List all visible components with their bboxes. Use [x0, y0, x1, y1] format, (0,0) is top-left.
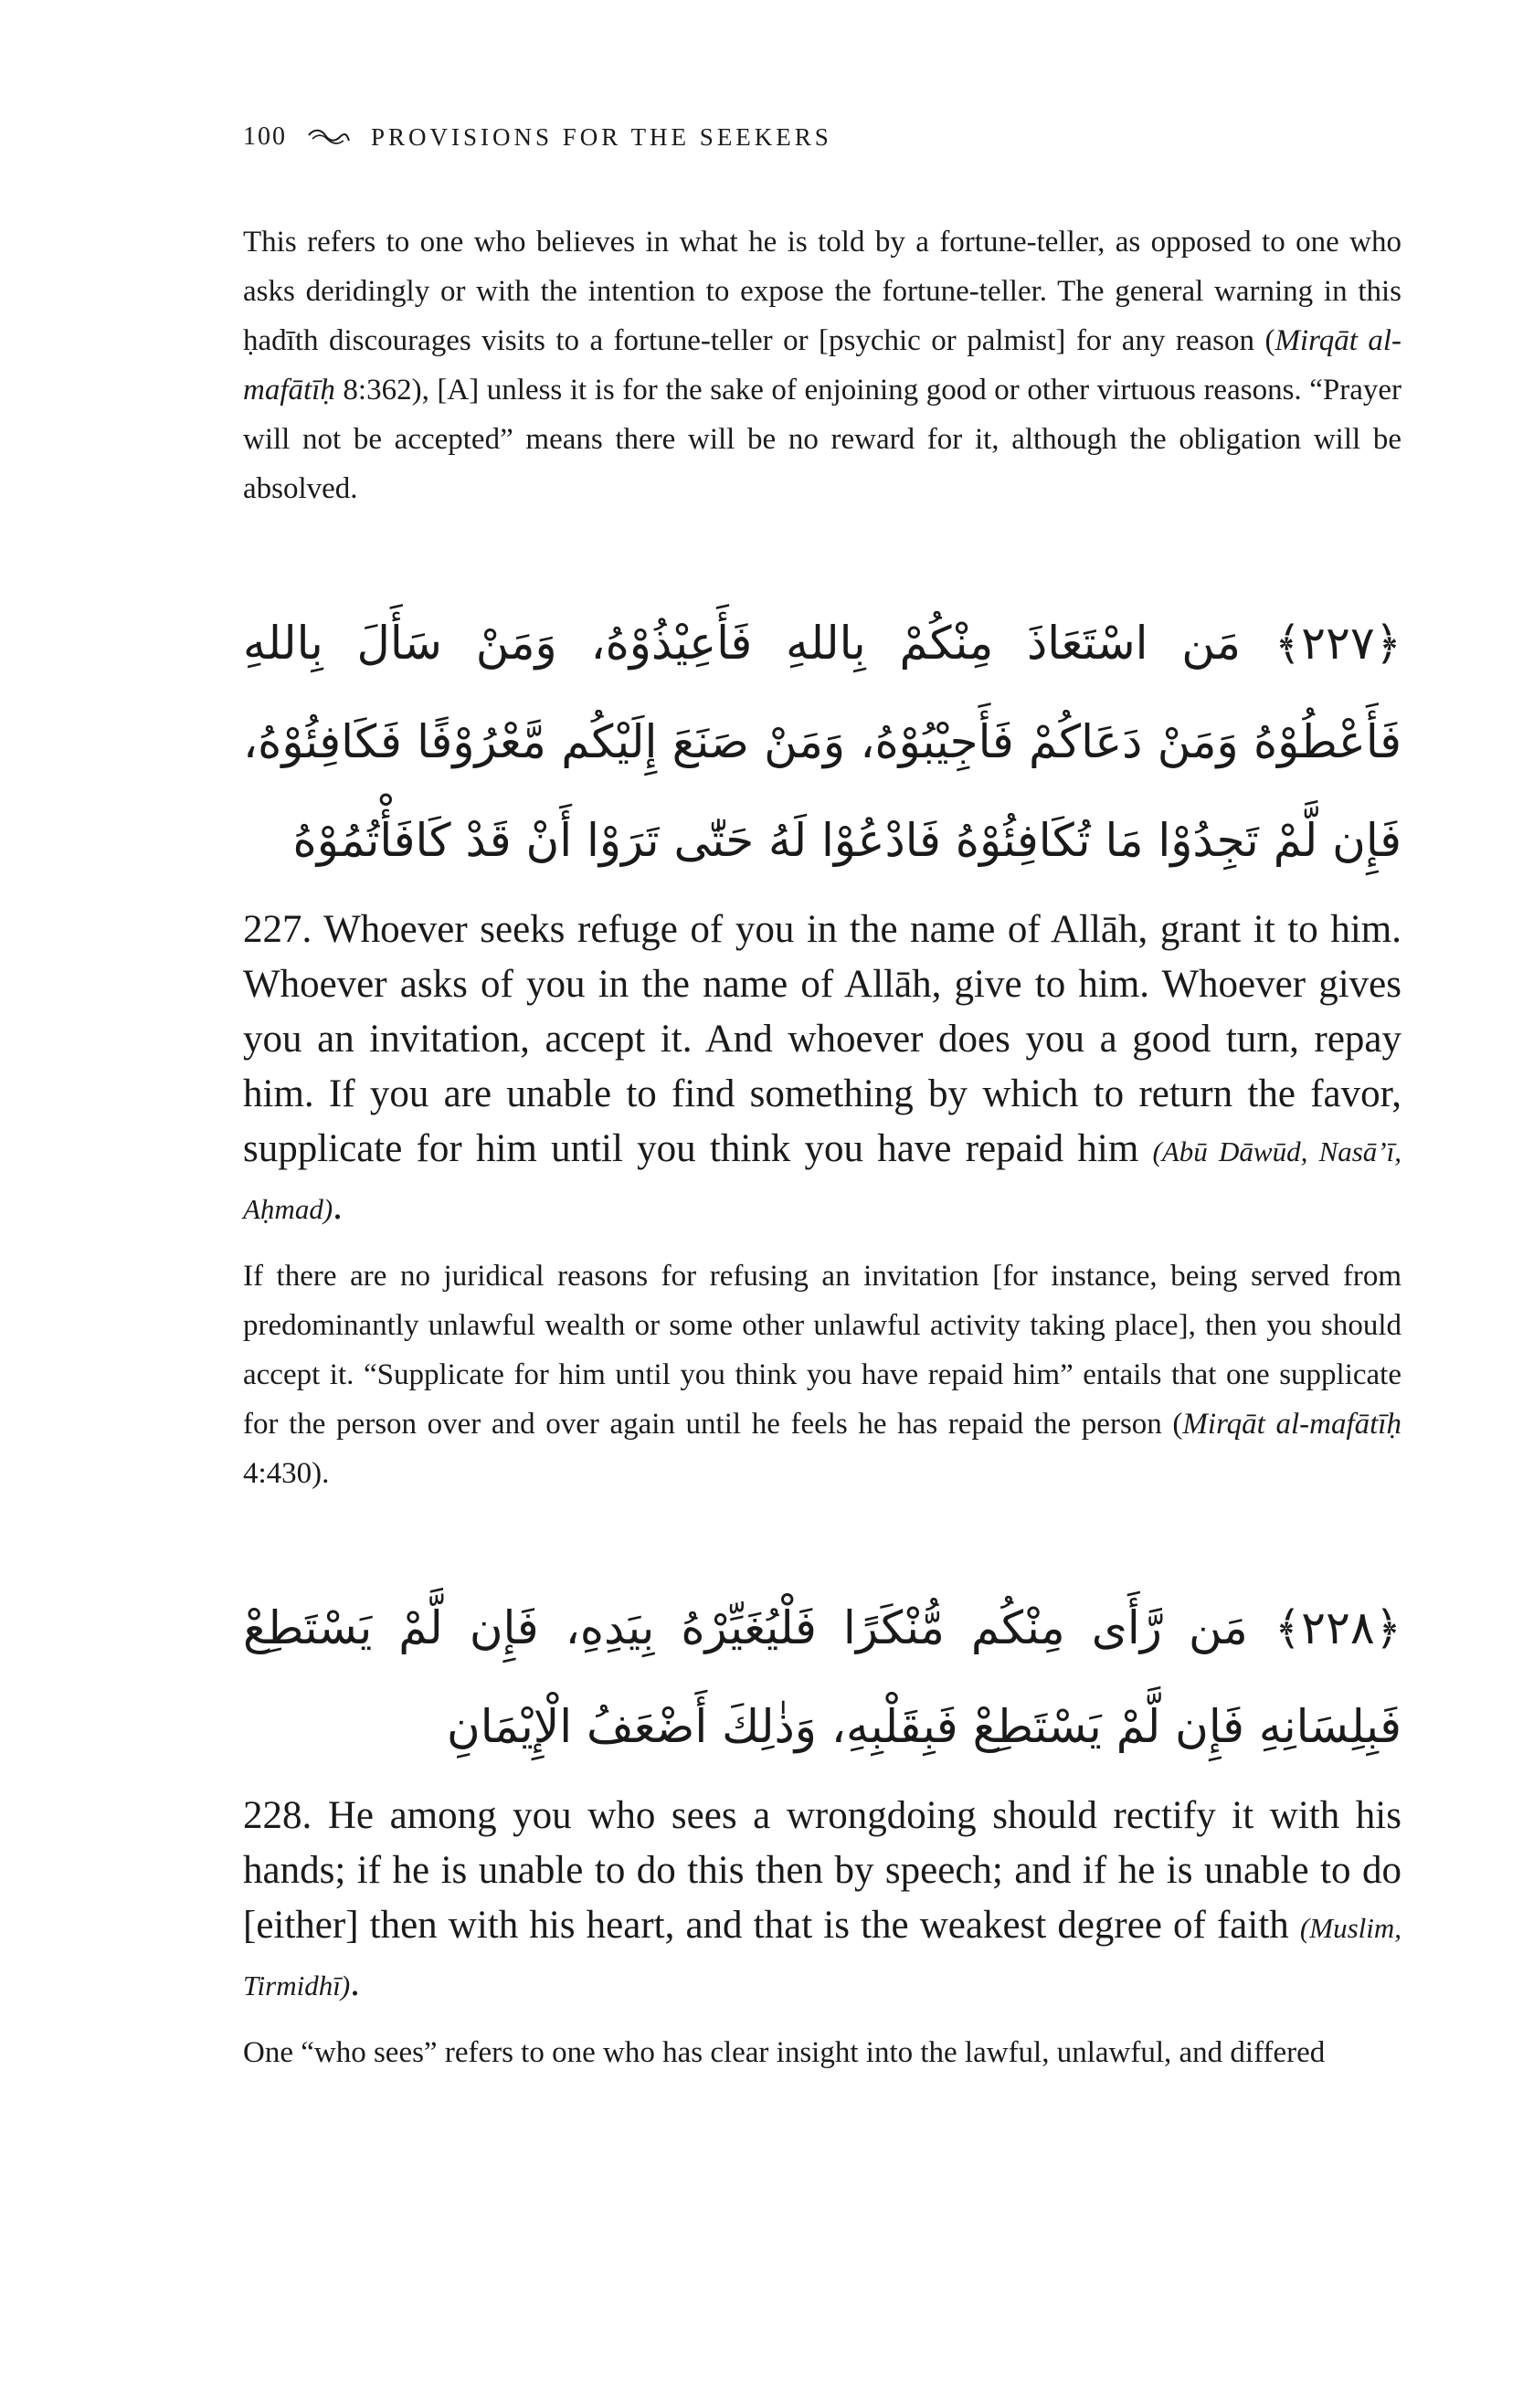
hadith-translation-227 — [243, 903, 1401, 1237]
hadith-translation-228 — [243, 1789, 1401, 2013]
source-title: Mirqāt al-mafātīḥ — [1182, 1408, 1401, 1441]
translation-text: 227. Whoever seeks refuge of you in the name of Allāh, grant it to him. Whoever asks of you in the name of Allāh, give to him. Whoever gives you an invitation, accept it. And whoever does you a good turn, repay him. If you are unable to find something by which to return the favor, supplicate for him until you think you have repaid him — [243, 908, 1401, 1170]
hadith-source: (Muslim, Tirmidhī) — [243, 1912, 1401, 2001]
commentary-paragraph: One “who sees” refers to one who has clear insight into the lawful, unlawful, and differed — [243, 2036, 1326, 2069]
running-header — [243, 110, 1401, 164]
page-number: 100 — [243, 122, 287, 151]
arabic-hadith-228: ﴿٢٢٨﴾ مَن رَّأَى مِنْكُم مُّنْكَرًا فَلْيُغَيِّرْهُ بِيَدِهِ، فَإِن لَّمْ يَسْتَطِعْ فَبِلِسَانِهِ فَإِن لَّمْ يَسْتَطِعْ فَبِقَلْبِهِ، وَذٰلِكَ أَضْعَفُ الْإِيْمَانِ — [243, 1601, 1401, 1753]
commentary-text: If there are no juridical reasons for refusing an invitation [for instance, being served from predominantly unlawful wealth or some other unlawful activity taking place], then you should accept it. “Supplicate for him until you think you have repaid him” entails that one supplicate for the person over and over again until he feels he has repaid the person ( — [243, 1260, 1401, 1441]
translation-text: 228. He among you who sees a wrongdoing should rectify it with his hands; if he is unable to do this then by speech; and if he is unable to do [either] then with his heart, and that is the weakest degree of faith — [243, 1794, 1401, 1947]
arabic-hadith-227: ﴿٢٢٧﴾ مَن اسْتَعَاذَ مِنْكُمْ بِاللهِ فَأَعِيْذُوْهُ، وَمَنْ سَأَلَ بِاللهِ فَأَعْطُوْهُ وَمَنْ دَعَاكُمْ فَأَجِيْبُوْهُ، وَمَنْ صَنَعَ إِلَيْكُم مَّعْرُوْفًا فَكَافِئُوْهُ، فَإِن لَّمْ تَجِدُوْا مَا تُكَافِئُوْهُ فَادْعُوْا لَهُ حَتّٰى تَرَوْا أَنْ قَدْ كَافَأْتُمُوْهُ — [243, 617, 1401, 867]
source-title: Mirqāt al-mafātīḥ — [243, 324, 1401, 407]
punctuation: . — [333, 1185, 343, 1228]
commentary-paragraph — [243, 217, 1401, 513]
book-page — [243, 110, 1401, 2077]
flourish-ornament-icon — [307, 126, 351, 148]
running-title: PROVISIONS FOR THE SEEKERS — [371, 122, 832, 151]
commentary-text: This refers to one who believes in what he is told by a fortune-teller, as opposed to one who asks deridingly or with the intention to expose the fortune-teller. The general warning in this ḥadīth discourages visits to a fortune-teller or [psychic or palmist] for any reason ( — [243, 226, 1401, 357]
punctuation: . — [350, 1961, 360, 2004]
commentary-text: 4:430). — [243, 1457, 330, 1490]
commentary-text: 8:362), [A] unless it is for the sake of enjoining good or other virtuous reasons. “Prayer will not be accepted” means there will be no reward for it, although the obligation will be absolved. — [243, 374, 1401, 505]
hadith-source: (Abū Dāwūd, Nasā’ī, Aḥmad) — [243, 1135, 1401, 1225]
commentary-paragraph — [243, 1252, 1401, 1498]
